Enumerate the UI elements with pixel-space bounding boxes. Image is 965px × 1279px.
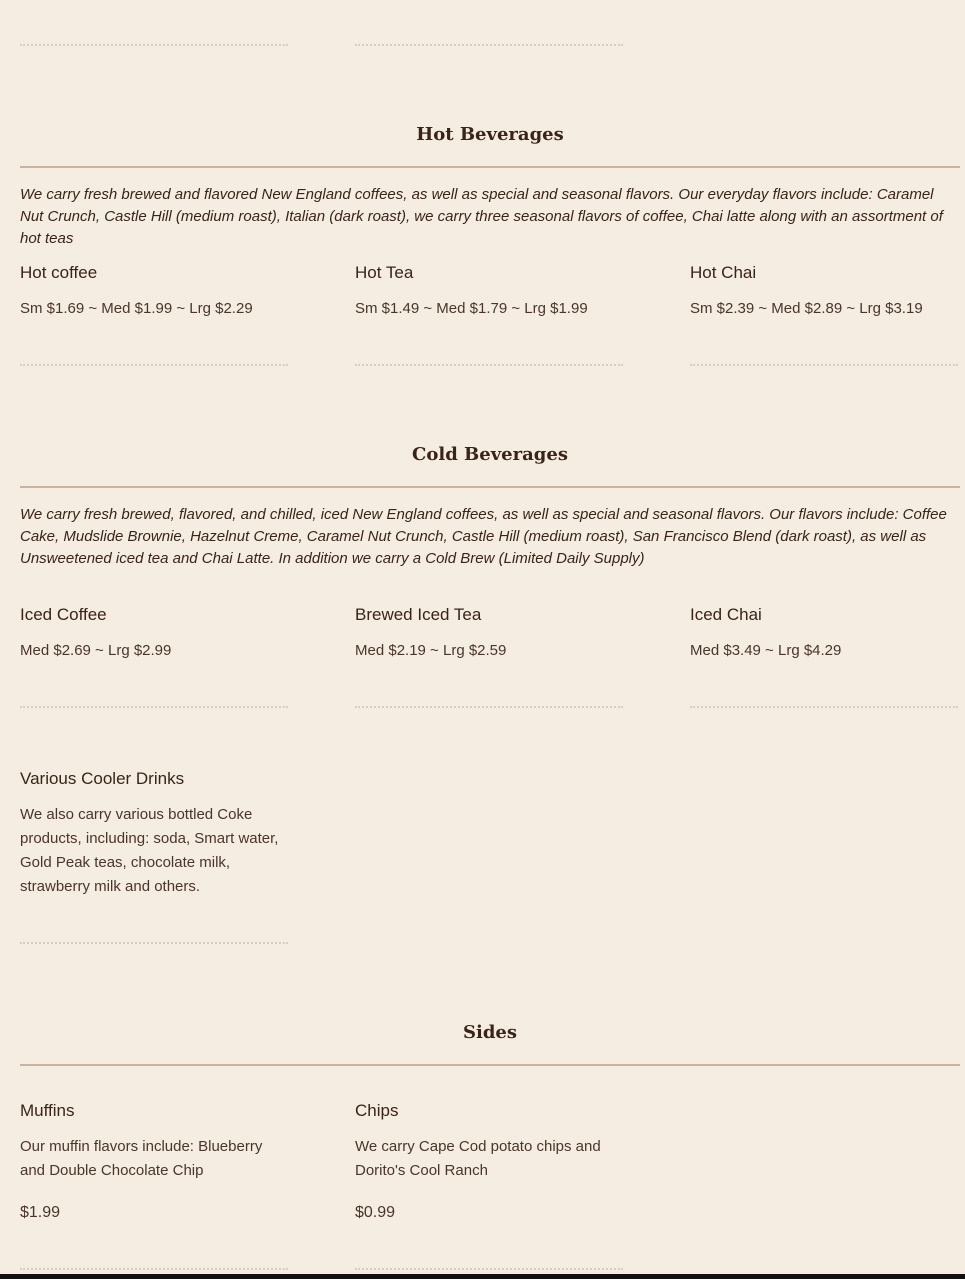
- section-title-hot-beverages: Hot Beverages: [416, 124, 564, 145]
- item-separator: [355, 706, 623, 708]
- item-separator: [20, 942, 288, 944]
- bottom-edge-bar: [0, 1274, 965, 1279]
- menu-item-name-iced-coffee: Iced Coffee: [20, 605, 107, 624]
- menu-item-price-chips: $0.99: [355, 1204, 396, 1221]
- item-separator: [20, 364, 288, 366]
- item-separator: [20, 44, 288, 46]
- item-separator: [355, 44, 623, 46]
- section-intro-cold-beverages: We carry fresh brewed, flavored, and chilled, iced New England coffees, as well as special and seasonal flavors. Our flavors include: Coffee Cake, Mudslide Brownie, Hazelnut Creme, Caramel Nut Crunch, Castle Hill (medium roast), San Francisco Blend (dark roast), as well as Unsweetened iced tea and Chai Latte. In addition we carry a Cold Brew (Limited Daily Supply): [20, 506, 947, 567]
- section-intro-hot-beverages: We carry fresh brewed and flavored New England coffees, as well as special and seasonal flavors. Our everyday flavors include: Caramel Nut Crunch, Castle Hill (medium roast), Italian (dark roast), we carry three seasonal flavors of coffee, Chai latte along with an assortment of hot teas: [20, 186, 943, 247]
- section-divider: [20, 166, 960, 168]
- menu-item-description-chips: We carry Cape Cod potato chips and Dorito's Cool Ranch: [355, 1138, 601, 1179]
- menu-item-name-iced-chai: Iced Chai: [690, 605, 762, 624]
- item-separator: [20, 706, 288, 708]
- item-separator: [690, 706, 958, 708]
- menu-item-name-hot-chai: Hot Chai: [690, 263, 757, 282]
- item-separator: [355, 364, 623, 366]
- menu-item-price-iced-coffee: Med $2.69 ~ Lrg $2.99: [20, 642, 172, 659]
- section-title-sides: Sides: [462, 1022, 517, 1043]
- menu-item-name-chips: Chips: [355, 1101, 399, 1120]
- menu-item-name-various-cooler-drinks: Various Cooler Drinks: [20, 769, 185, 788]
- item-separator: [355, 1268, 623, 1270]
- menu-item-name-muffins: Muffins: [20, 1101, 75, 1120]
- item-separator: [20, 1268, 288, 1270]
- section-divider: [20, 486, 960, 488]
- menu-item-price-hot-coffee: Sm $1.69 ~ Med $1.99 ~ Lrg $2.29: [20, 300, 253, 317]
- item-separator: [690, 364, 958, 366]
- section-divider: [20, 1064, 960, 1066]
- menu-item-price-hot-chai: Sm $2.39 ~ Med $2.89 ~ Lrg $3.19: [690, 300, 923, 317]
- menu-item-price-hot-tea: Sm $1.49 ~ Med $1.79 ~ Lrg $1.99: [355, 300, 588, 317]
- menu-item-name-brewed-iced-tea: Brewed Iced Tea: [355, 605, 482, 624]
- menu-item-name-hot-coffee: Hot coffee: [20, 263, 98, 282]
- menu-item-price-muffins: $1.99: [20, 1204, 61, 1221]
- menu-item-description-muffins: Our muffin flavors include: Blueberry and Double Chocolate Chip: [20, 1138, 263, 1179]
- section-title-cold-beverages: Cold Beverages: [412, 444, 568, 465]
- menu-item-name-hot-tea: Hot Tea: [355, 263, 414, 282]
- menu-item-price-iced-chai: Med $3.49 ~ Lrg $4.29: [690, 642, 842, 659]
- menu-item-price-brewed-iced-tea: Med $2.19 ~ Lrg $2.59: [355, 642, 507, 659]
- menu-item-description-various-cooler-drinks: We also carry various bottled Coke products, including: soda, Smart water, Gold Peak teas, chocolate milk, strawberry milk and others.: [20, 806, 279, 895]
